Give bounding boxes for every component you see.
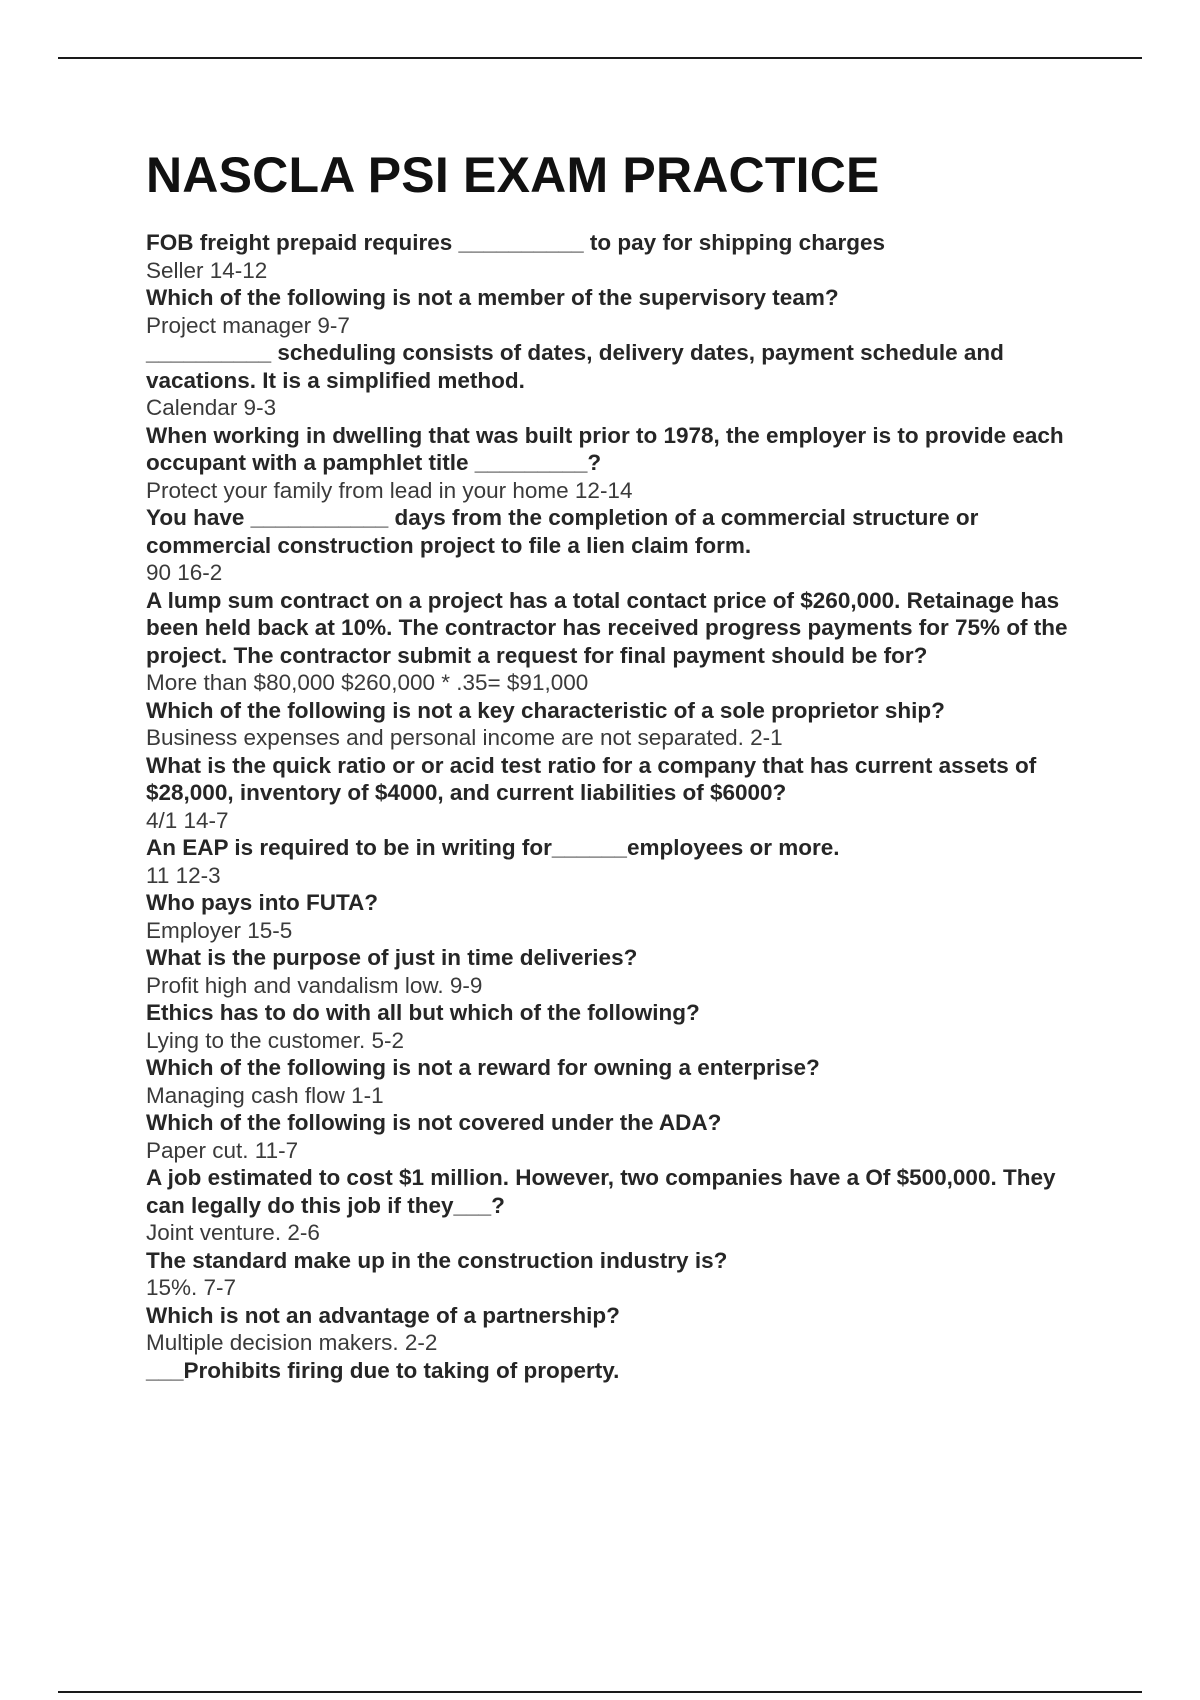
qa-item [146,752,1086,835]
question-text: The standard make up in the construction industry is? [146,1247,728,1273]
answer-text: Lying to the customer. 5-2 [146,1027,405,1053]
qa-item [146,422,1086,505]
answer-text: Employer 15-5 [146,917,293,943]
answer-text: Business expenses and personal income are not separated. 2-1 [146,725,783,750]
bottom-divider [58,1691,1142,1693]
document-title: NASCLA PSI EXAM PRACTICE [146,147,880,203]
answer-text: Joint venture. 2-6 [146,1220,320,1245]
answer-text: 4/1 14-7 [146,807,229,833]
question-text: You have ___________ days from the completion of a commercial structure or commercial construction project to file a lien claim form. [146,505,979,558]
answer-text: Protect your family from lead in your home 12-14 [146,477,633,503]
answer-text: Profit high and vandalism low. 9-9 [146,972,483,998]
qa-item [146,1164,1086,1247]
answer-text: 90 16-2 [146,560,223,585]
qa-item [146,1109,1086,1164]
answer-text: Seller 14-12 [146,257,268,283]
question-text: __________ scheduling consists of dates, delivery dates, payment schedule and vacations. It is a simplified method. [146,340,1004,393]
qa-item [146,1054,1086,1109]
answer-text: 11 12-3 [146,862,221,888]
question-text: Ethics has to do with all but which of the following? [146,1000,700,1025]
question-text: ___Prohibits firing due to taking of property. [146,1357,620,1383]
answer-text: 15%. 7-7 [146,1275,237,1300]
question-text: Which of the following is not covered under the ADA? [146,1110,722,1135]
question-text: What is the purpose of just in time deliveries? [146,945,638,970]
qa-item [146,587,1086,697]
question-text: A lump sum contract on a project has a total contact price of $260,000. Retainage has been held back at 10%. The contractor has received progress payments for 75% of the project. The contractor submit a request for final payment should be for? [146,587,1068,668]
question-text: Which is not an advantage of a partnership? [146,1302,620,1328]
question-text: FOB freight prepaid requires __________ to pay for shipping charges [146,230,885,255]
qa-item [146,339,1086,422]
qa-item [146,944,1086,999]
qa-item [146,229,1086,284]
qa-item [146,697,1086,752]
qa-item [146,834,1086,889]
answer-text: Calendar 9-3 [146,395,277,420]
question-text: Which of the following is not a member of the supervisory team? [146,285,839,310]
question-text: Who pays into FUTA? [146,890,379,915]
page-content [146,145,1086,1384]
qa-item [146,999,1086,1054]
qa-item [146,504,1086,587]
answer-text: Paper cut. 11-7 [146,1137,299,1163]
answer-text: Multiple decision makers. 2-2 [146,1330,438,1355]
question-answer-list [146,229,1086,1384]
answer-text: Managing cash flow 1-1 [146,1082,384,1108]
question-text: What is the quick ratio or or acid test ratio for a company that has current assets of $28,000, inventory of $4000, and current liabilities of $6000? [146,752,1037,805]
qa-item [146,1302,1086,1357]
qa-item [146,284,1086,339]
question-text: A job estimated to cost $1 million. However, two companies have a Of $500,000. They can legally do this job if they___? [146,1165,1056,1218]
question-text: Which of the following is not a reward for owning a enterprise? [146,1055,820,1080]
answer-text: Project manager 9-7 [146,312,350,338]
question-text: When working in dwelling that was built prior to 1978, the employer is to provide each occupant with a pamphlet title _________? [146,422,1064,475]
qa-item [146,889,1086,944]
question-text: An EAP is required to be in writing for______employees or more. [146,835,840,860]
top-divider [58,57,1142,59]
question-text: Which of the following is not a key characteristic of a sole proprietor ship? [146,697,945,723]
qa-item [146,1247,1086,1302]
answer-text: More than $80,000 $260,000 * .35= $91,000 [146,670,589,695]
qa-item [146,1357,1086,1385]
